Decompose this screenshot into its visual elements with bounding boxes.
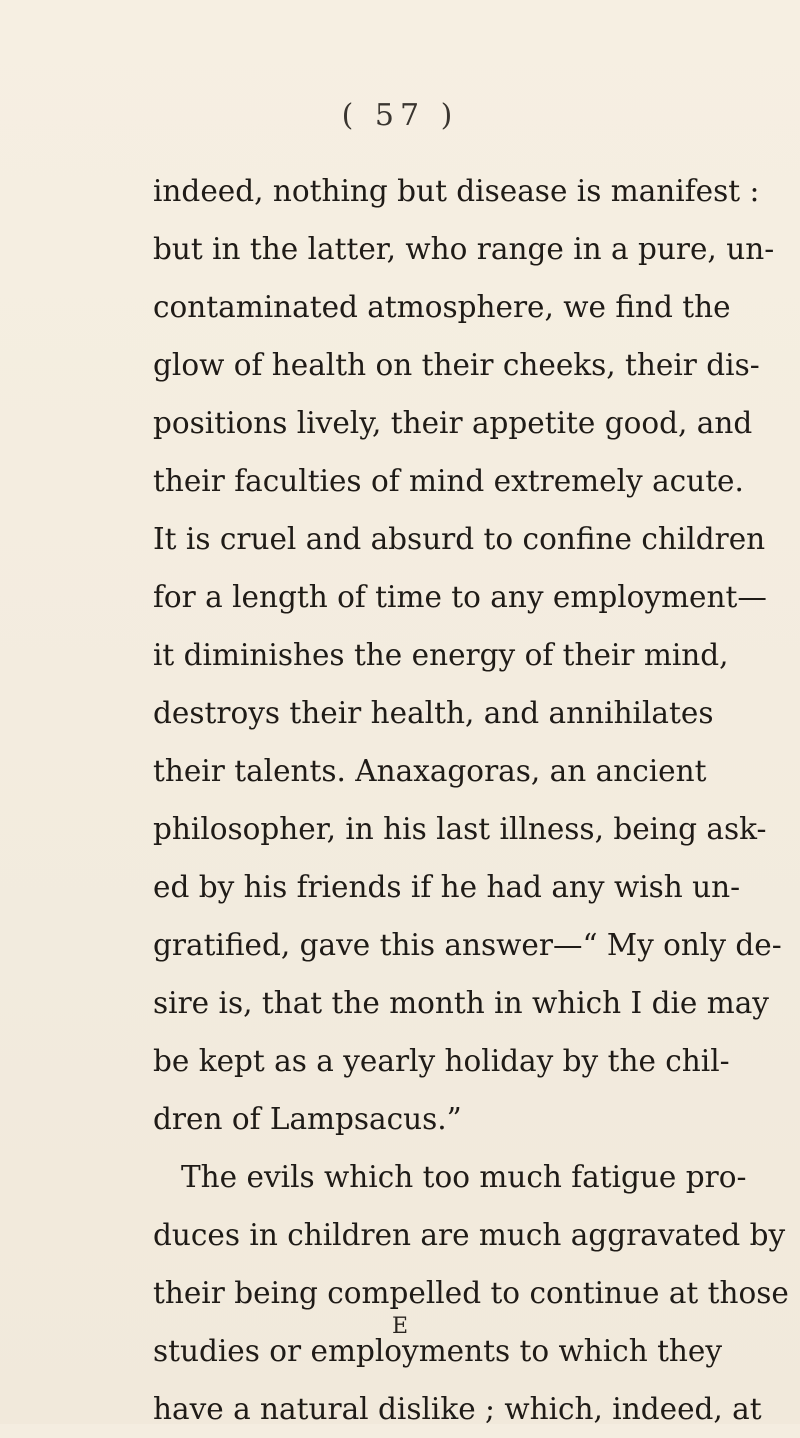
signature-mark: E [391, 1314, 409, 1339]
text-line: It is cruel and absurd to confine children [153, 522, 766, 556]
text-line: their talents. Anaxagoras, an ancient [153, 754, 707, 788]
text-line: destroys their health, and annihilates [153, 696, 714, 730]
text-line: it diminishes the energy of their mind, [153, 638, 729, 672]
text-line: positions lively, their appetite good, and [153, 406, 753, 440]
text-line: for a length of time to any employment— [153, 580, 767, 614]
text-line: gratified, gave this answer—“ My only de- [153, 928, 782, 962]
text-line: glow of health on their cheeks, their dis- [153, 348, 760, 382]
text-line: their faculties of mind extremely acute. [153, 464, 744, 498]
text-line: contaminated atmosphere, we find the [153, 290, 731, 324]
text-line: philosopher, in his last illness, being ask- [153, 812, 767, 846]
text-line: indeed, nothing but disease is manifest : [153, 174, 760, 208]
text-line: dren of Lampsacus.” [153, 1102, 462, 1136]
text-line: be kept as a yearly holiday by the chil- [153, 1044, 730, 1078]
text-line: but in the latter, who range in a pure, un- [153, 232, 775, 266]
text-line: The evils which too much fatigue pro- [181, 1160, 747, 1194]
text-line: have a natural dislike ; which, indeed, at [153, 1392, 762, 1426]
body-text [153, 162, 789, 1438]
text-line: their being compelled to continue at those [153, 1276, 789, 1310]
text-line: ed by his friends if he had any wish un- [153, 870, 741, 904]
page-number: ( 57 ) [341, 98, 459, 133]
text-line: studies or employments to which they [153, 1334, 723, 1368]
text-line: sire is, that the month in which I die may [153, 986, 769, 1020]
text-line: duces in children are much aggravated by [153, 1218, 786, 1252]
